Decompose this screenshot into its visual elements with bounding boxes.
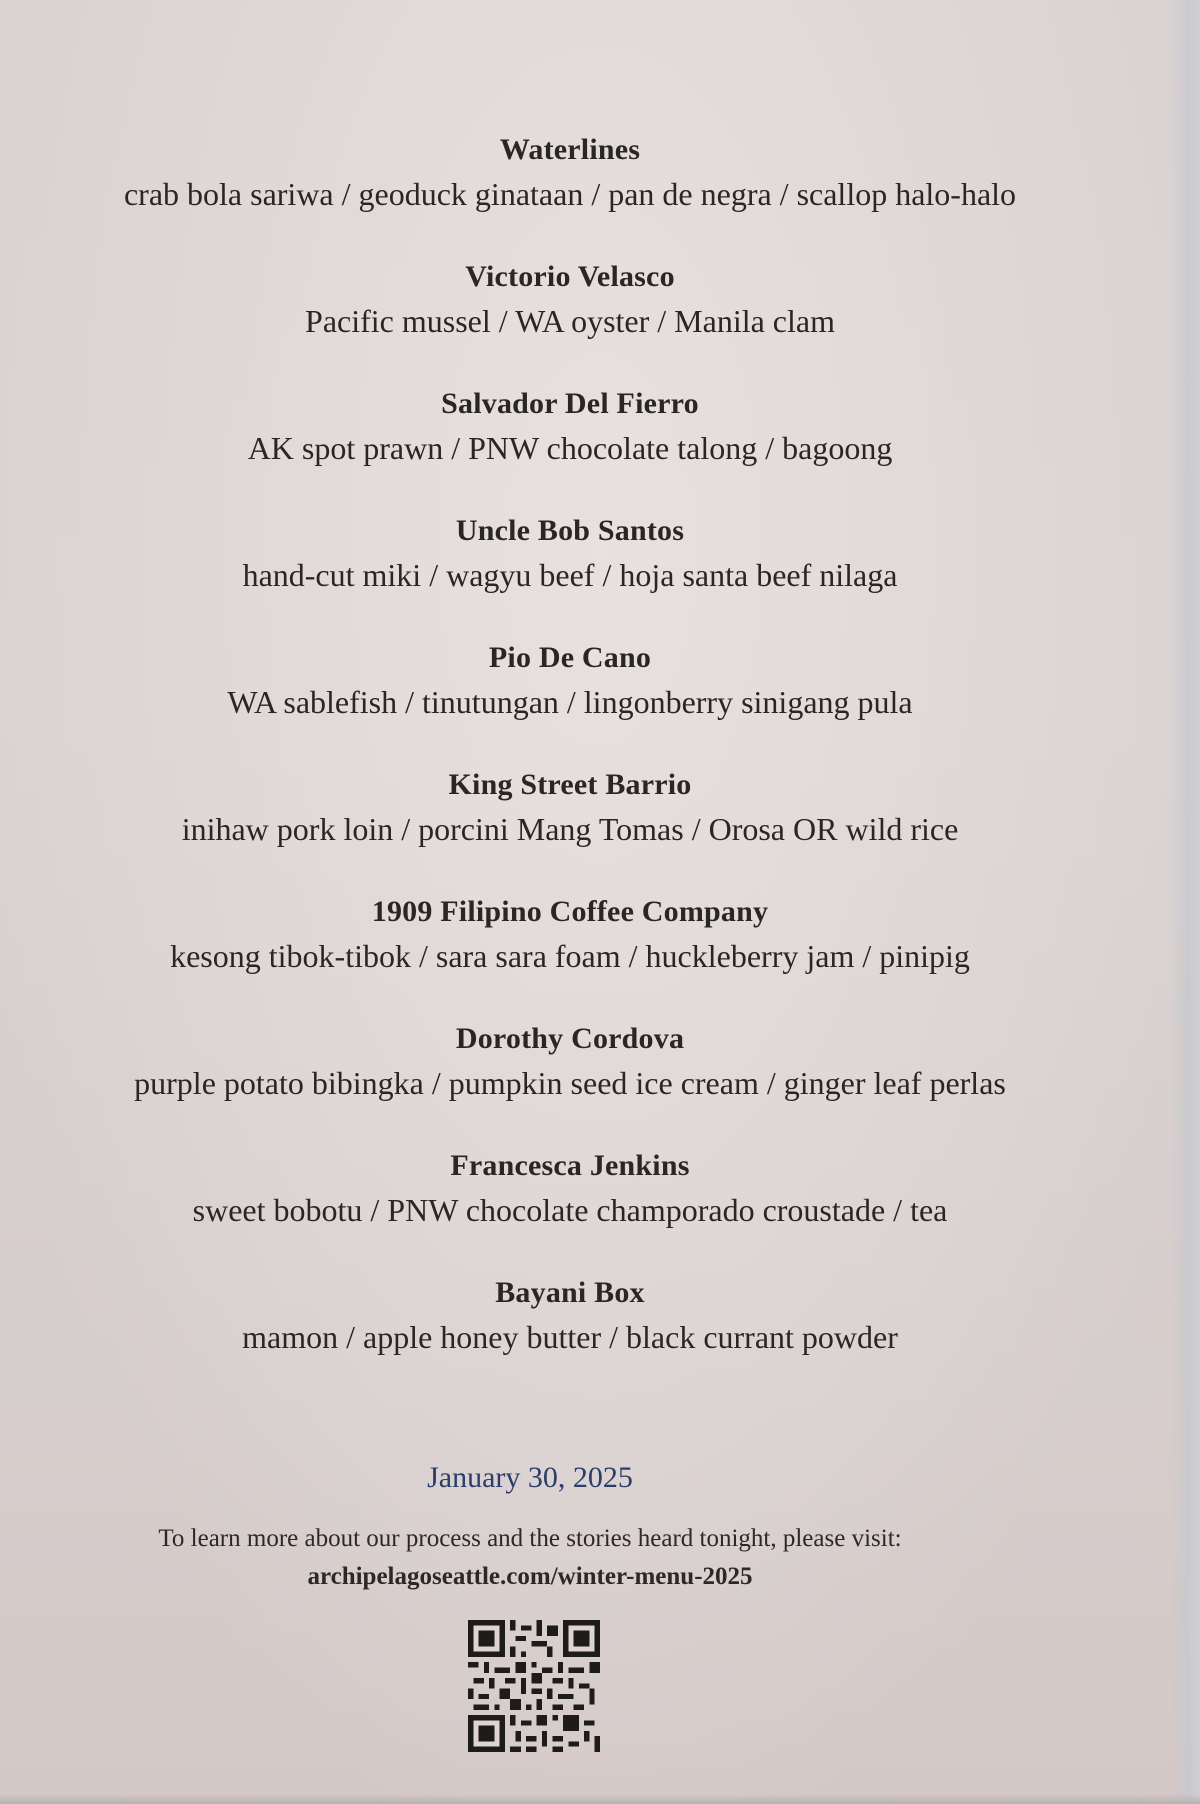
course bbox=[0, 765, 1140, 892]
menu-date: January 30, 2025 bbox=[427, 1461, 633, 1494]
course bbox=[0, 638, 1140, 765]
course-title: Pio De Cano bbox=[488, 641, 652, 674]
card-edge-shadow bbox=[1170, 0, 1200, 1804]
course bbox=[0, 130, 1140, 257]
course-title: Dorothy Cordova bbox=[455, 1022, 685, 1055]
course bbox=[0, 1146, 1140, 1273]
course-title: King Street Barrio bbox=[448, 768, 692, 801]
course bbox=[0, 257, 1140, 384]
course-items: crab bola sariwa / geoduck ginataan / pan de negra / scallop halo-halo bbox=[123, 176, 1017, 212]
course-title: Uncle Bob Santos bbox=[455, 514, 685, 547]
course-items: AK spot prawn / PNW chocolate talong / bagoong bbox=[247, 430, 893, 466]
course-items: hand-cut miki / wagyu beef / hoja santa beef nilaga bbox=[242, 557, 898, 593]
course bbox=[0, 1273, 1140, 1400]
menu-course-list bbox=[0, 130, 1140, 1400]
course-items: mamon / apple honey butter / black currant powder bbox=[242, 1319, 898, 1355]
course-title: Salvador Del Fierro bbox=[441, 387, 699, 420]
course bbox=[0, 892, 1140, 1019]
course-title: Bayani Box bbox=[495, 1276, 645, 1309]
qr-code-icon[interactable] bbox=[468, 1620, 600, 1752]
course-title: Waterlines bbox=[499, 133, 641, 166]
course-items: Pacific mussel / WA oyster / Manila clam bbox=[305, 303, 835, 339]
course-items: sweet bobotu / PNW chocolate champorado croustade / tea bbox=[192, 1192, 948, 1228]
course-title: 1909 Filipino Coffee Company bbox=[371, 895, 769, 928]
course-title: Francesca Jenkins bbox=[450, 1149, 690, 1182]
visit-text: To learn more about our process and the stories heard tonight, please visit: bbox=[158, 1525, 902, 1552]
course-items: inihaw pork loin / porcini Mang Tomas / Orosa OR wild rice bbox=[181, 811, 959, 847]
course-items: WA sablefish / tinutungan / lingonberry sinigang pula bbox=[227, 684, 913, 720]
menu-url: archipelagoseattle.com/winter-menu-2025 bbox=[307, 1563, 753, 1590]
course bbox=[0, 384, 1140, 511]
course-items: purple potato bibingka / pumpkin seed ice cream / ginger leaf perlas bbox=[134, 1065, 1006, 1101]
course bbox=[0, 511, 1140, 638]
course bbox=[0, 1019, 1140, 1146]
card-bottom-shadow bbox=[0, 1794, 1200, 1804]
course-title: Victorio Velasco bbox=[465, 260, 675, 293]
course-items: kesong tibok-tibok / sara sara foam / huckleberry jam / pinipig bbox=[170, 938, 970, 974]
